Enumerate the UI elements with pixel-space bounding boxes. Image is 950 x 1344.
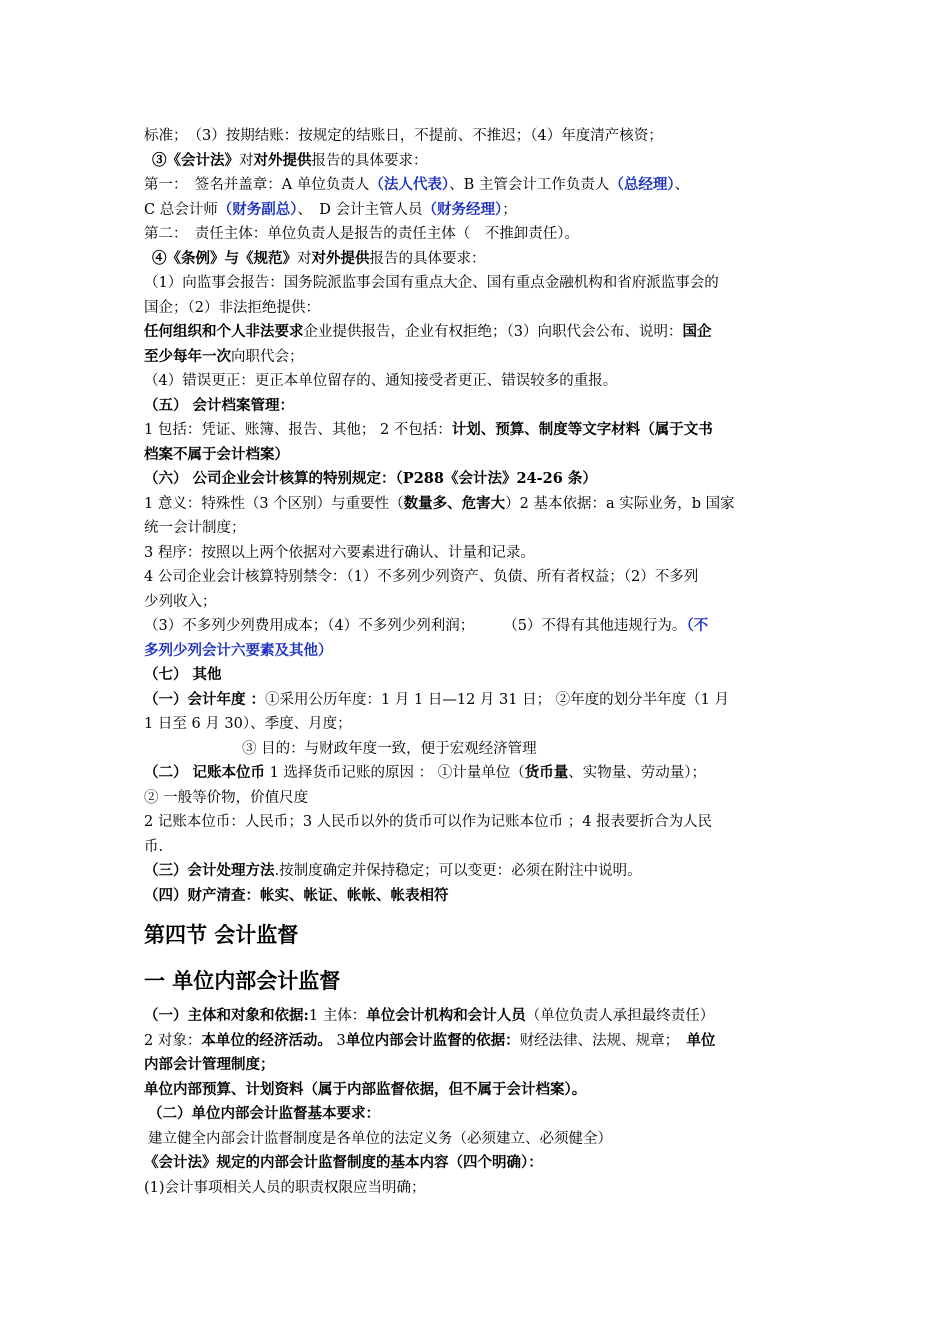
text-line: （三）会计处理方法.按制度确定并保持稳定；可以变更：必须在附注中说明。 [144, 862, 642, 879]
text-line: ② 一般等价物，价值尺度 [144, 789, 309, 806]
text-line: 币. [144, 838, 164, 855]
text-line: （一）主体和对象和依据:1 主体：单位会计机构和会计人员（单位负责人承担最终责任） [144, 1007, 715, 1024]
text-line: 《会计法》规定的内部会计监督制度的基本内容（四个明确）： [144, 1154, 543, 1171]
document-page [144, 124, 816, 1200]
text-line: 建立健全内部会计监督制度是各单位的法定义务（必须建立、必须健全） [148, 1130, 612, 1147]
text-line: 2 对象：本单位的经济活动。 3单位内部会计监督的依据：财经法律、法规、规章； 单位 [144, 1031, 716, 1049]
text-line: 少列收入； [144, 593, 217, 610]
text-line: 标准； （3）按期结账：按规定的结账日，不提前、不推迟；（4）年度清产核资； [144, 128, 663, 144]
text-line: 第一： 签名并盖章：A 单位负责人（法人代表）、B 主管会计工作负责人（总经理）、 [144, 176, 690, 193]
text-line: 统一会计制度； [144, 520, 246, 536]
text-line: 国企；（2）非法拒绝提供： [144, 299, 320, 316]
text-line: 4 公司企业会计核算特别禁令：（1）不多列少列资产、负债、所有者权益；（2）不多列 [144, 569, 699, 585]
text-line: 3 程序：按照以上两个依据对六要素进行确认、计量和记录。 [144, 544, 535, 561]
text-line: C 总会计师（财务副总）、 D 会计主管人员（财务经理）； [144, 200, 517, 218]
text-line: 1 意义：特殊性（3 个区别）与重要性（数量多、危害大）2 基本依据：a 实际业务，b 国家 [144, 494, 735, 512]
text-line: 档案不属于会计档案） [144, 445, 289, 463]
section-heading: （六） 公司企业会计核算的特别规定：（P288《会计法》24-26 条） [144, 470, 597, 487]
text-line: 2 记账本位币：人民币；3 人民币以外的货币可以作为记账本位币 ；4 报表要折合为人民 [144, 814, 713, 830]
text-line: （一）会计年度 ：①采用公历年度：1 月 1 日—12 月 31 日； ②年度的划分半年度（1 月 [144, 690, 730, 708]
section-heading: （七） 其他 [144, 666, 222, 683]
subchapter-heading: 一 单位内部会计监督 [144, 968, 341, 993]
text-line: （3）不多列少列费用成本；（4）不多列少列利润； （5）不得有其他违规行为。（不 [144, 617, 709, 634]
text-line: 任何组织和个人非法要求企业提供报告，企业有权拒绝；（3）向职代会公布、说明：国企 [144, 323, 712, 340]
text-line: (1)会计事项相关人员的职责权限应当明确； [144, 1179, 426, 1196]
text-line: 多列少列会计六要素及其他） [144, 641, 333, 659]
text-line: 至少每年一次向职代会； [144, 347, 304, 365]
text-line: 1 包括：凭证、账簿、报告、其他； 2 不包括：计划、预算、制度等文字材料（属于文书 [144, 421, 713, 438]
section-heading: （五） 会计档案管理： [144, 396, 295, 414]
text-line: （4）错误更正：更正本单位留存的、通知接受者更正、错误较多的重报。 [144, 373, 618, 389]
text-line: ③ 目的：与财政年度一致，便于宏观经济管理 [242, 740, 537, 757]
text-line: ④《条例》与《规范》对对外提供报告的具体要求： [152, 249, 486, 267]
text-line: ③《会计法》对对外提供报告的具体要求： [152, 151, 428, 169]
text-line: 第二： 责任主体：单位负责人是报告的责任主体（ 不推卸责任）。 [144, 226, 579, 242]
chapter-heading: 第四节 会计监督 [144, 922, 299, 947]
text-line: （二） 记账本位币 1 选择货币记账的原因 ： ①计量单位（货币量、实物量、劳动量）； [144, 764, 706, 781]
text-line: （1）向监事会报告：国务院派监事会国有重点大企、国有重点金融机构和省府派监事会的 [144, 275, 719, 291]
text-line: （四）财产清查：帐实、帐证、帐帐、帐表相符 [144, 886, 449, 904]
text-line: 单位内部预算、计划资料（属于内部监督依据，但不属于会计档案）。 [144, 1080, 587, 1098]
text-line: 1 日至 6 月 30）、季度、月度； [144, 716, 352, 732]
text-line: 内部会计管理制度； [144, 1056, 275, 1073]
section-heading: （二）单位内部会计监督基本要求： [148, 1105, 380, 1122]
